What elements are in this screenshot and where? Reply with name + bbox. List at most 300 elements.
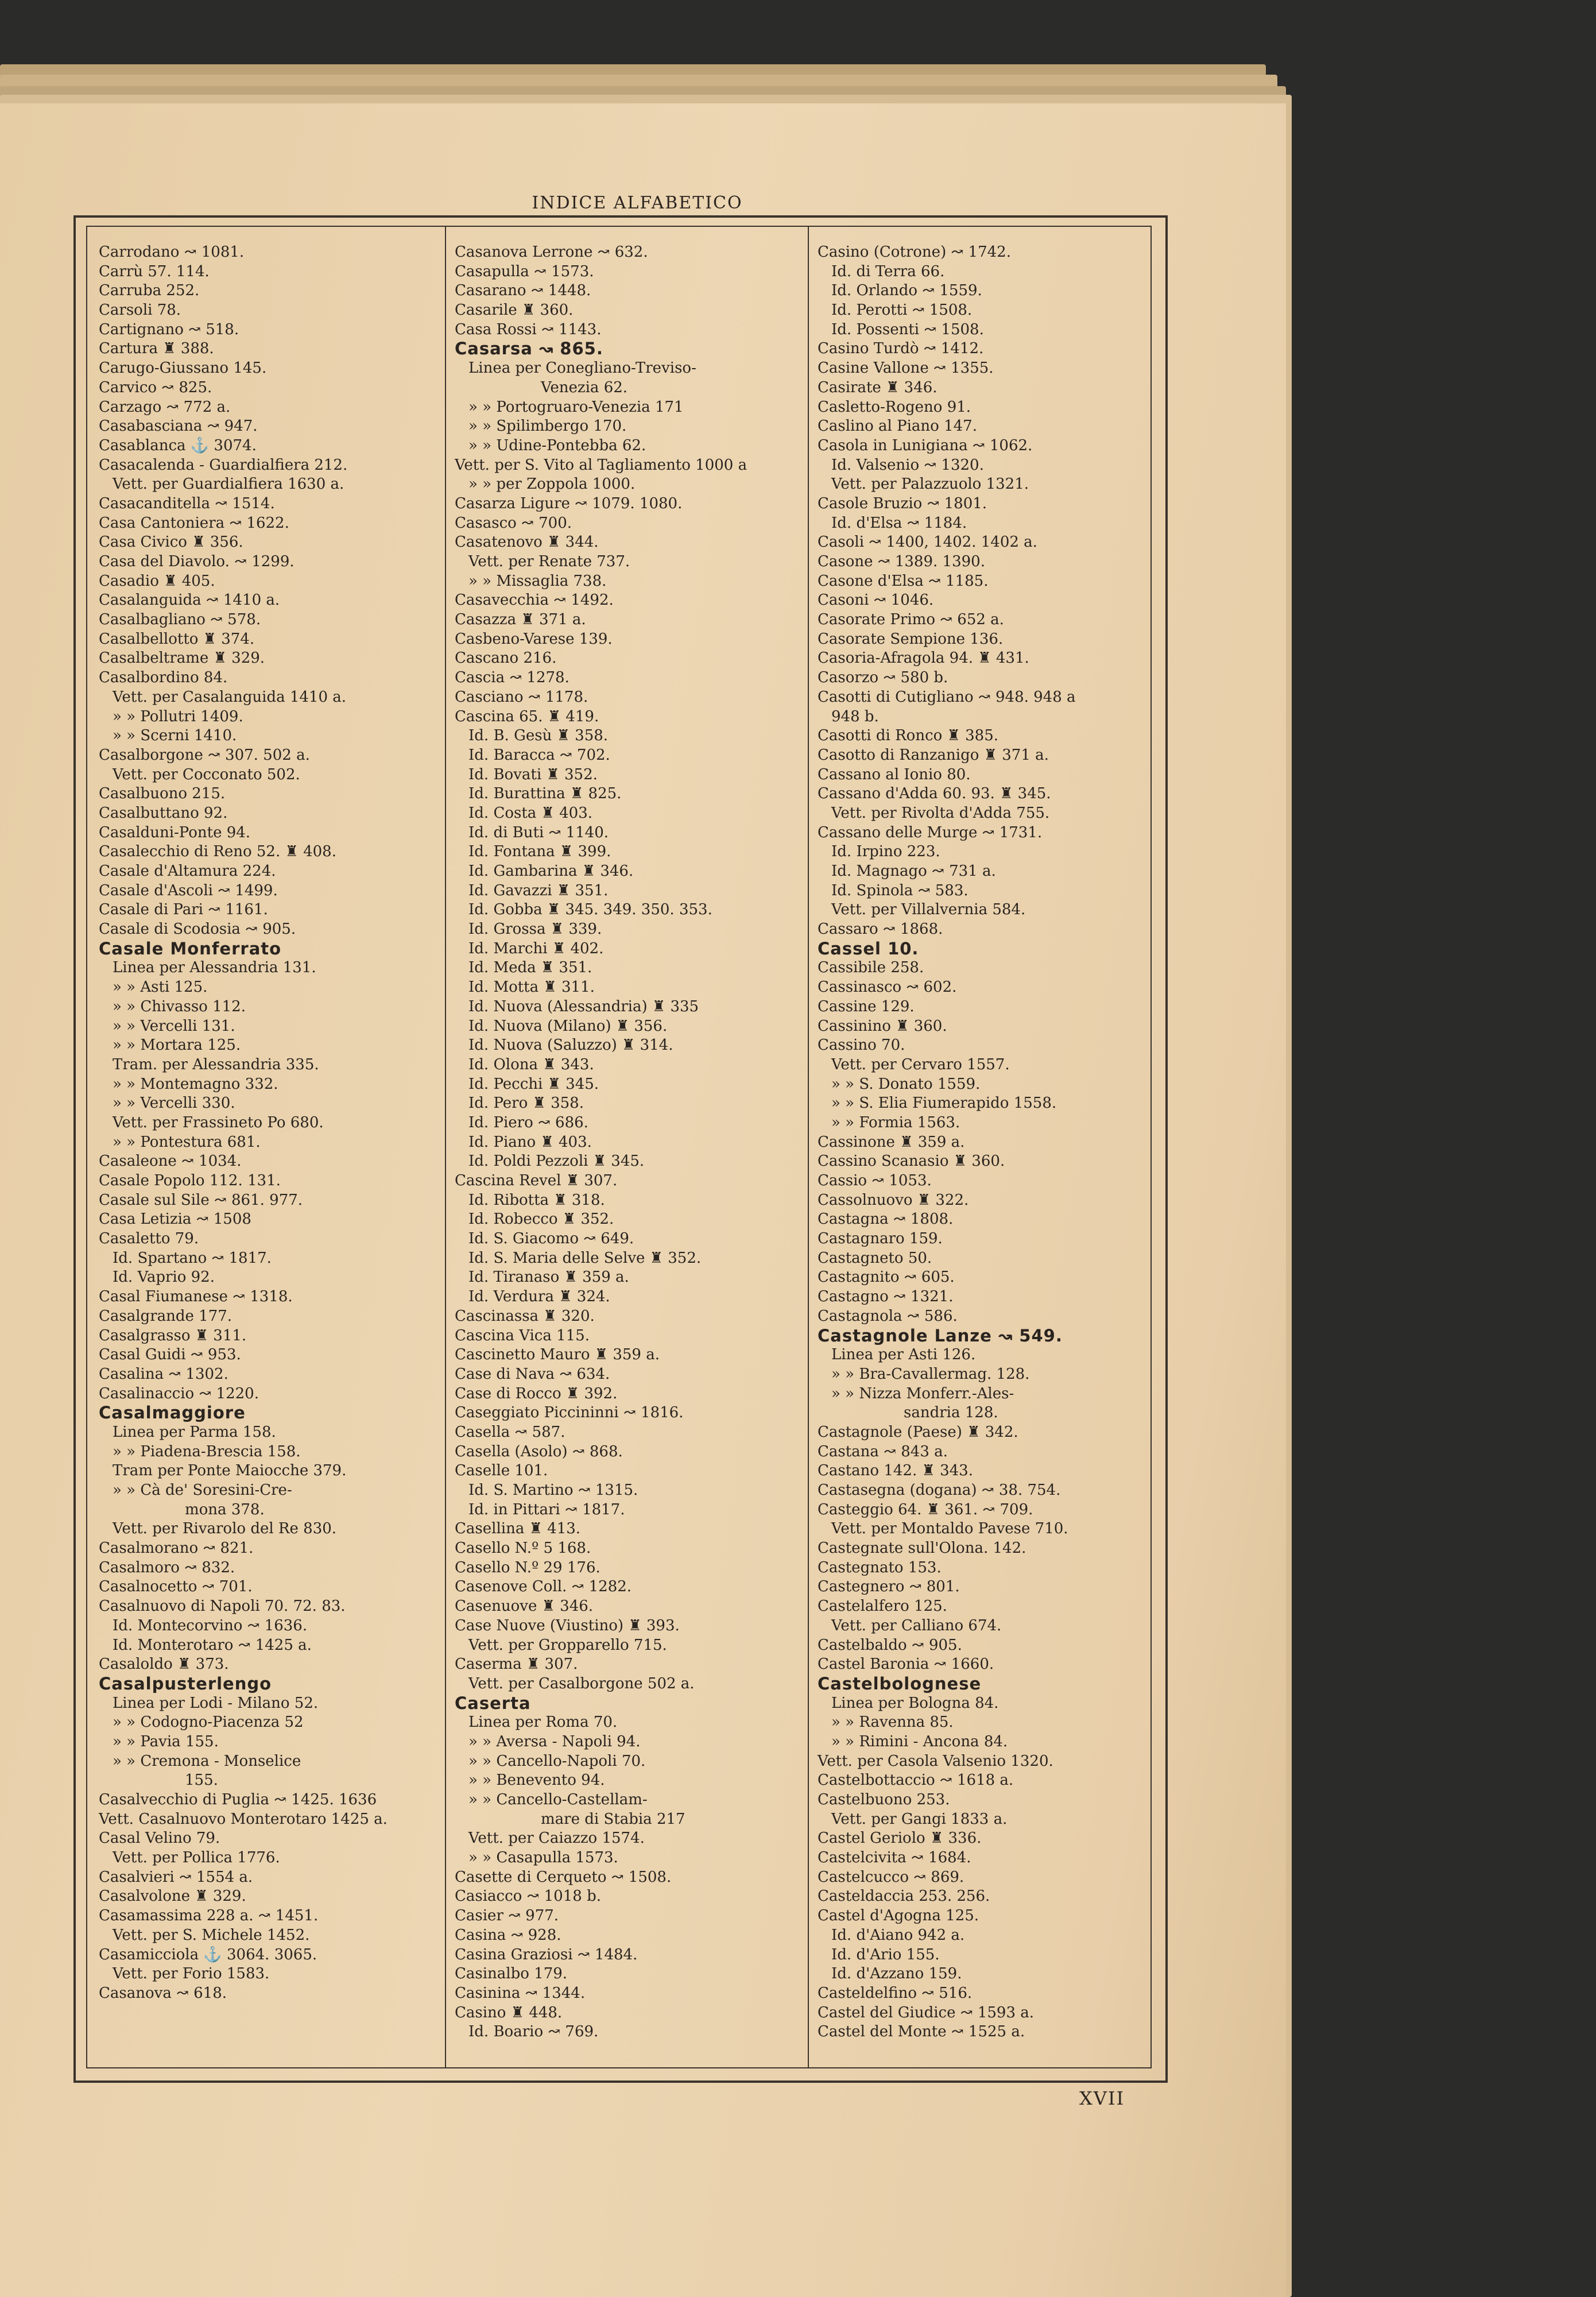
index-entry (99, 1210, 437, 1229)
index-entry-text: Casciano ↝ 1178. (455, 688, 588, 706)
index-entry-text: Casello N.º 5 168. (455, 1540, 591, 1557)
index-entry-text: Id. Verdura ♜ 324. (468, 1288, 610, 1306)
index-entry (818, 1017, 1148, 1037)
index-entry-text: Id. Possenti ↝ 1508. (831, 320, 984, 338)
index-entry-text: Cartura ♜ 388. (99, 340, 214, 358)
index-entry (99, 900, 437, 920)
index-entry-text: Id. Nuova (Saluzzo) ♜ 314. (468, 1037, 673, 1054)
index-entry (455, 746, 802, 765)
index-entry-text: Id. Magnago ↝ 731 a. (831, 863, 996, 880)
index-entry (99, 1501, 437, 1520)
index-entry (99, 494, 437, 514)
index-entry (818, 1423, 1148, 1443)
index-entry (99, 1907, 437, 1926)
index-entry-text: sandria 128. (904, 1404, 998, 1422)
index-entry (99, 301, 437, 320)
index-entry (818, 1984, 1148, 2004)
index-entry (818, 1907, 1148, 1926)
index-entry-text: Id. Piano ♜ 403. (468, 1133, 592, 1151)
index-entry (818, 958, 1148, 978)
index-entry-text: Vett. per Caiazzo 1574. (468, 1830, 645, 1847)
index-entry (455, 1017, 802, 1037)
index-entry-text: Id. Orlando ↝ 1559. (831, 282, 982, 300)
index-entry (99, 1287, 437, 1307)
index-entry-text: Casinina ↝ 1344. (455, 1984, 586, 2002)
index-entry (818, 2004, 1148, 2023)
index-entry (818, 1249, 1148, 1269)
index-entry-text: Casalgrande 177. (99, 1307, 233, 1325)
index-entry (455, 997, 802, 1017)
index-entry (455, 1287, 802, 1307)
index-entry-text: Casacalenda - Guardialfiera 212. (99, 456, 348, 474)
index-entry (818, 2023, 1148, 2042)
index-entry-text: Casal Guidi ↝ 953. (99, 1346, 241, 1364)
index-entry-text: Casina ↝ 928. (455, 1926, 561, 1944)
index-entry-text: Id. Spartano ↝ 1817. (113, 1249, 272, 1267)
index-entry (455, 842, 802, 862)
index-entry-text: mare di Stabia 217 (541, 1810, 685, 1828)
index-entry-text: Casone d'Elsa ↝ 1185. (818, 572, 989, 590)
index-entry-text: Casalbellotto ♜ 374. (99, 630, 255, 648)
index-entry (99, 436, 437, 456)
index-entry (99, 1733, 437, 1752)
index-entry (818, 1617, 1148, 1636)
index-entry (99, 1443, 437, 1462)
index-entry-text: Castano 142. ♜ 343. (818, 1462, 973, 1480)
index-entry-text: » » Spilimbergo 170. (468, 417, 627, 435)
index-entry (818, 1733, 1148, 1752)
index-entry (99, 1075, 437, 1095)
index-entry-text: Id. Poldi Pezzoli ♜ 345. (468, 1153, 645, 1170)
index-entry-text: Id. Gavazzi ♜ 351. (468, 881, 609, 899)
index-entry-text: Cassine 129. (818, 997, 915, 1015)
index-entry (99, 649, 437, 668)
index-entry-text: Id. Bovati ♜ 352. (468, 765, 598, 783)
index-entry (818, 475, 1148, 494)
index-entry (818, 1887, 1148, 1907)
index-entry-text: Id. Baracca ↝ 702. (468, 746, 610, 764)
index-entry (818, 862, 1148, 881)
index-entry-text: Castel del Giudice ↝ 1593 a. (818, 2004, 1035, 2021)
index-entry-text: Cassaro ↝ 1868. (818, 921, 943, 938)
index-entry-text: mona 378. (185, 1501, 265, 1518)
index-entry-text: Castel Geriolo ♜ 336. (818, 1830, 982, 1847)
index-entry (455, 1926, 802, 1946)
index-entry (99, 1307, 437, 1327)
index-entry-text: Casiacco ↝ 1018 b. (455, 1888, 601, 1905)
index-entry-text: Casale Popolo 112. 131. (99, 1172, 281, 1189)
index-entry (818, 823, 1148, 843)
index-entry-text: Castagna ↝ 1808. (818, 1211, 954, 1228)
index-entry (455, 1887, 802, 1907)
index-entry (455, 1868, 802, 1888)
index-entry (455, 1210, 802, 1229)
index-entry-text: » » Cancello-Castellam- (468, 1791, 648, 1808)
index-entry-text: Cartignano ↝ 518. (99, 320, 239, 338)
index-entry (455, 572, 802, 591)
index-entry-text: Vett. per Guardialfiera 1630 a. (113, 475, 344, 493)
index-entry-text: Id. in Pittari ↝ 1817. (468, 1501, 625, 1518)
index-entry (99, 572, 437, 591)
index-entry-text: Casorzo ↝ 580 b. (818, 669, 948, 687)
index-entry (99, 281, 437, 301)
index-entry-text: Casale d'Ascoli ↝ 1499. (99, 881, 278, 899)
index-entry (99, 1481, 437, 1501)
index-entry-text: Casa Cantoniera ↝ 1622. (99, 514, 289, 532)
index-entry-text: Cassano d'Adda 60. 93. ♜ 345. (818, 785, 1051, 803)
index-entry (818, 1210, 1148, 1229)
index-entry (818, 533, 1148, 552)
index-entry-text: Id. di Terra 66. (831, 262, 945, 280)
index-entry (99, 1249, 437, 1269)
index-entry-text: Caserma ♜ 307. (455, 1656, 578, 1673)
index-entry-text: Id. Motta ♜ 311. (468, 979, 595, 996)
index-entry-text: Casanova ↝ 618. (99, 1984, 227, 2002)
index-entry-text: Id. Perotti ↝ 1508. (831, 301, 973, 319)
index-entry-text: » » Chivasso 112. (113, 997, 246, 1015)
index-entry (818, 900, 1148, 920)
index-entry-text: Casamassima 228 a. ↝ 1451. (99, 1907, 319, 1925)
index-entry (455, 1327, 802, 1346)
index-entry-text: Casoria-Afragola 94. ♜ 431. (818, 649, 1029, 667)
index-entry (455, 1191, 802, 1211)
index-entry-text: Casarza Ligure ↝ 1079. 1080. (455, 494, 683, 512)
index-entry-text: Casole Bruzio ↝ 1801. (818, 494, 987, 512)
index-entry-text: Id. Spinola ↝ 583. (831, 881, 969, 899)
index-entry-text: Id. Pecchi ♜ 345. (468, 1075, 599, 1093)
index-entry (818, 591, 1148, 610)
index-entry (99, 456, 437, 475)
index-entry-text: Id. Grossa ♜ 339. (468, 921, 602, 938)
index-entry-text: Casellina ♜ 413. (455, 1520, 581, 1538)
index-entry-text: 948 b. (831, 707, 879, 725)
index-entry-text: Casapulla ↝ 1573. (455, 262, 594, 280)
index-entry-text: Vett. per Renate 737. (468, 553, 630, 570)
index-entry-text: Casalpusterlengo (99, 1673, 272, 1693)
index-entry-text: Casola in Lunigiana ↝ 1062. (818, 436, 1033, 454)
index-heading (99, 1675, 437, 1694)
index-entry-text: Casoli ↝ 1400, 1402. 1402 a. (818, 533, 1037, 551)
index-entry-text: Carsoli 78. (99, 301, 181, 319)
index-entry (818, 552, 1148, 572)
index-entry-text: Tram per Ponte Maiocche 379. (113, 1462, 347, 1480)
index-entry-text: Id. d'Aiano 942 a. (831, 1926, 965, 1944)
index-entry-text: Casaloldo ♜ 373. (99, 1656, 229, 1673)
index-entry (818, 1519, 1148, 1539)
index-entry-text: » » S. Donato 1559. (831, 1075, 981, 1093)
index-entry (99, 1965, 437, 1984)
index-entry (99, 1655, 437, 1675)
index-entry-text: Casier ↝ 977. (455, 1907, 559, 1925)
index-entry (818, 1597, 1148, 1617)
index-entry-text: Casal Fiumanese ↝ 1318. (99, 1288, 293, 1306)
index-entry-text: Castasegna (dogana) ↝ 38. 754. (818, 1482, 1061, 1499)
index-entry-text: Vett. per Pollica 1776. (113, 1849, 280, 1867)
index-entry (455, 1577, 802, 1597)
index-entry (455, 939, 802, 959)
index-entry-text: Cassano al Ionio 80. (818, 765, 971, 783)
index-entry-text: Casorate Primo ↝ 652 a. (818, 611, 1004, 629)
index-entry (455, 668, 802, 688)
index-entry (818, 1365, 1148, 1385)
index-entry (455, 649, 802, 668)
index-entry-text: Id. Irpino 223. (831, 843, 940, 861)
index-entry-text: Linea per Conegliano-Treviso- (468, 359, 696, 377)
index-entry-text: » » Casapulla 1573. (468, 1849, 618, 1867)
index-entry (818, 726, 1148, 746)
index-entry-text: » » Pontestura 681. (113, 1133, 261, 1151)
index-entry-text: » » Mortara 125. (113, 1037, 241, 1054)
index-entry-text: Casaletto 79. (99, 1230, 199, 1248)
index-entry-text: Id. d'Ario 155. (831, 1946, 940, 1963)
index-entry (818, 1501, 1148, 1520)
index-entry-text: Casa del Diavolo. ↝ 1299. (99, 553, 295, 570)
index-entry-text: Vett. per Gangi 1833 a. (831, 1810, 1008, 1828)
index-entry-text: Casalborgone ↝ 307. 502 a. (99, 746, 310, 764)
index-entry-text: Cassolnuovo ♜ 322. (818, 1191, 969, 1209)
index-entry (455, 1907, 802, 1926)
index-entry-text: Casella (Asolo) ↝ 868. (455, 1443, 623, 1460)
index-entry (99, 1017, 437, 1037)
index-entry-text: Vett. per Villalvernia 584. (831, 901, 1026, 919)
index-entry (818, 1036, 1148, 1055)
index-entry-text: Tram. per Alessandria 335. (113, 1055, 319, 1073)
index-entry-text: Id. Marchi ♜ 402. (468, 939, 604, 957)
index-entry-text: Casarano ↝ 1448. (455, 282, 591, 300)
index-entry (455, 1229, 802, 1249)
index-entry-text: Castelcucco ↝ 869. (818, 1868, 964, 1886)
index-entry-text: Cassinino ♜ 360. (818, 1017, 947, 1035)
index-entry (99, 610, 437, 630)
index-entry-text: Castelcivita ↝ 1684. (818, 1849, 971, 1867)
index-entry-text: Casale d'Altamura 224. (99, 863, 276, 880)
index-entry (818, 436, 1148, 456)
index-entry (818, 610, 1148, 630)
index-entry-text: Id. Burattina ♜ 825. (468, 785, 622, 803)
index-entry (818, 417, 1148, 436)
index-heading (99, 1403, 437, 1423)
index-entry (99, 339, 437, 359)
index-entry-text: Casalvecchio di Puglia ↝ 1425. 1636 (99, 1791, 377, 1808)
index-entry (99, 552, 437, 572)
index-entry-text: Castagneto 50. (818, 1249, 932, 1267)
index-entry-text: Vett. per Gropparello 715. (468, 1636, 667, 1654)
index-entry-text: » » Scerni 1410. (113, 727, 237, 745)
index-entry (818, 688, 1148, 707)
index-entry (818, 1926, 1148, 1946)
index-entry (99, 1539, 437, 1559)
index-entry (455, 784, 802, 804)
index-entry (99, 1752, 437, 1772)
index-entry-text: » » Missaglia 738. (468, 572, 607, 590)
index-entry-text: Id. Nuova (Alessandria) ♜ 335 (468, 997, 699, 1015)
index-entry-text: Case Nuove (Viustino) ♜ 393. (455, 1617, 680, 1634)
index-entry-text: Cascinetto Mauro ♜ 359 a. (455, 1346, 660, 1364)
index-entry-text: Id. Gobba ♜ 345. 349. 350. 353. (468, 901, 712, 919)
index-entry-text: Id. Robecco ♜ 352. (468, 1211, 614, 1228)
index-entry-text: » » Asti 125. (113, 979, 208, 996)
index-entry (818, 1752, 1148, 1772)
index-entry (818, 1229, 1148, 1249)
index-entry (455, 1249, 802, 1269)
index-entry-text: Casalmaggiore (99, 1403, 246, 1423)
index-entry-text: Casalmorano ↝ 821. (99, 1540, 254, 1557)
index-entry-text: Castel del Monte ↝ 1525 a. (818, 2023, 1025, 2041)
index-entry (99, 1577, 437, 1597)
index-entry-text: Carruba 252. (99, 282, 200, 300)
index-entry-text: Casarsa ↝ 865. (455, 339, 603, 359)
index-entry (455, 494, 802, 514)
index-entry (818, 1868, 1148, 1888)
index-entry-text: Casalbagliano ↝ 578. (99, 611, 261, 629)
index-entry-text: Casamicciola ⚓ 3064. 3065. (99, 1946, 317, 1963)
index-entry-text: Castagnole (Paese) ♜ 342. (818, 1423, 1018, 1441)
index-entry-text: Id. Montecorvino ↝ 1636. (113, 1617, 308, 1634)
index-heading (99, 939, 437, 959)
index-entry-text: Castagno ↝ 1321. (818, 1288, 954, 1306)
index-entry (455, 1385, 802, 1404)
index-heading (455, 1694, 802, 1714)
index-entry-text: Carzago ↝ 772 a. (99, 398, 231, 416)
index-entry (455, 630, 802, 649)
index-entry (455, 920, 802, 939)
index-entry-text: Casadio ♜ 405. (99, 572, 215, 590)
index-entry-text: » » Cà de' Soresini-Cre- (113, 1482, 292, 1499)
index-entry-text: Casablanca ⚓ 3074. (99, 436, 257, 454)
index-entry-text: Casasco ↝ 700. (455, 514, 572, 532)
index-entry-text: Cascano 216. (455, 649, 557, 667)
index-entry (818, 1694, 1148, 1714)
index-entry-text: » » Cancello-Napoli 70. (468, 1752, 646, 1770)
index-entry (455, 1733, 802, 1752)
index-entry-text: Cassinasco ↝ 602. (818, 979, 957, 996)
index-entry-text: » » per Zoppola 1000. (468, 475, 636, 493)
index-entry-text: » » Formia 1563. (831, 1113, 960, 1131)
index-entry-text: Castagnito ↝ 605. (818, 1269, 955, 1286)
index-entry (99, 1423, 437, 1443)
index-entry-text: Casal Velino 79. (99, 1830, 220, 1847)
index-entry (455, 1655, 802, 1675)
index-entry-text: Id. Boario ↝ 769. (468, 2023, 599, 2041)
index-entry (818, 920, 1148, 939)
index-entry-text: Id. S. Maria delle Selve ♜ 352. (468, 1249, 702, 1267)
index-entry-text: Casale Monferrato (99, 938, 282, 958)
index-entry-text: Vett. per Forio 1583. (113, 1965, 270, 1983)
index-entry (99, 262, 437, 282)
index-entry (99, 1771, 437, 1791)
index-entry-text: Cascina Vica 115. (455, 1327, 590, 1344)
index-entry-text: Id. Monterotaro ↝ 1425 a. (113, 1636, 312, 1654)
index-entry-text: Carrù 57. 114. (99, 262, 210, 280)
index-entry (818, 339, 1148, 359)
index-entry (99, 243, 437, 262)
index-entry (455, 1133, 802, 1153)
index-entry (99, 1946, 437, 1965)
index-entry (455, 1461, 802, 1481)
index-entry (99, 1597, 437, 1617)
index-entry (455, 862, 802, 881)
index-entry-text: Id. S. Martino ↝ 1315. (468, 1482, 638, 1499)
index-entry-text: Casalinaccio ↝ 1220. (99, 1385, 259, 1402)
index-entry (455, 1075, 802, 1095)
index-entry-text: Cassinone ♜ 359 a. (818, 1133, 965, 1151)
index-entry-text: Id. Nuova (Milano) ♜ 356. (468, 1017, 668, 1035)
index-entry-text: Casalecchio di Reno 52. ♜ 408. (99, 843, 336, 861)
index-entry-text: Casalgrasso ♜ 311. (99, 1327, 247, 1344)
index-entry-text: Casa Civico ♜ 356. (99, 533, 243, 551)
index-entry (818, 784, 1148, 804)
index-entry (455, 1423, 802, 1443)
index-entry-text: Cassibile 258. (818, 959, 924, 977)
index-entry (99, 978, 437, 997)
index-entry (818, 1636, 1148, 1656)
index-entry-text: Casalduni-Ponte 94. (99, 823, 251, 841)
index-entry (455, 1636, 802, 1656)
index-entry (455, 456, 802, 475)
index-entry (455, 1345, 802, 1365)
index-entry-text: Linea per Alessandria 131. (113, 959, 316, 977)
index-entry-text: Vett. per Cocconato 502. (113, 765, 300, 783)
index-entry-text: Id. di Buti ↝ 1140. (468, 823, 609, 841)
index-entry (818, 1965, 1148, 1984)
index-entry (99, 1713, 437, 1733)
index-entry-text: Vett. per Frassineto Po 680. (113, 1113, 324, 1131)
index-entry (818, 514, 1148, 533)
index-entry-text: Carvico ↝ 825. (99, 378, 212, 396)
index-entry-text: Caselle 101. (455, 1462, 548, 1480)
index-entry (455, 804, 802, 823)
index-entry (99, 668, 437, 688)
index-entry (818, 1849, 1148, 1868)
index-entry (818, 1810, 1148, 1830)
index-entry (99, 1868, 437, 1888)
index-entry (455, 1539, 802, 1559)
index-entry (818, 1481, 1148, 1501)
index-entry (818, 842, 1148, 862)
index-entry (99, 320, 437, 340)
column-divider (445, 226, 446, 2067)
index-entry (818, 1113, 1148, 1133)
index-entry (99, 804, 437, 823)
index-entry (99, 1791, 437, 1810)
index-entry-text: Vett. per Palazzuolo 1321. (831, 475, 1029, 493)
index-entry (818, 1539, 1148, 1559)
index-entry (818, 1345, 1148, 1365)
index-entry (99, 1327, 437, 1346)
index-entry-text: Casaleone ↝ 1034. (99, 1153, 242, 1170)
index-entry-text: Id. Piero ↝ 686. (468, 1113, 588, 1131)
index-entry (818, 398, 1148, 417)
index-entry-text: Casalanguida ↝ 1410 a. (99, 591, 280, 609)
index-entry (818, 243, 1148, 262)
index-entry (455, 591, 802, 610)
index-entry (99, 533, 437, 552)
index-entry (455, 1113, 802, 1133)
index-entry-text: Casteldaccia 253. 256. (818, 1888, 990, 1905)
index-entry-text: Castelbolognese (818, 1673, 982, 1693)
index-entry-text: Id. d'Elsa ↝ 1184. (831, 514, 967, 532)
index-entry-text: » » Pavia 155. (113, 1733, 219, 1750)
index-entry (99, 1810, 437, 1830)
index-entry (818, 1307, 1148, 1327)
index-entry-text: Vett. per S. Vito al Tagliamento 1000 a (455, 456, 747, 474)
index-entry (455, 262, 802, 282)
index-entry-text: Castagnaro 159. (818, 1230, 943, 1248)
index-entry (818, 668, 1148, 688)
index-entry-text: Linea per Roma 70. (468, 1714, 618, 1731)
index-entry (455, 2004, 802, 2023)
index-entry-text: Linea per Parma 158. (113, 1423, 276, 1441)
